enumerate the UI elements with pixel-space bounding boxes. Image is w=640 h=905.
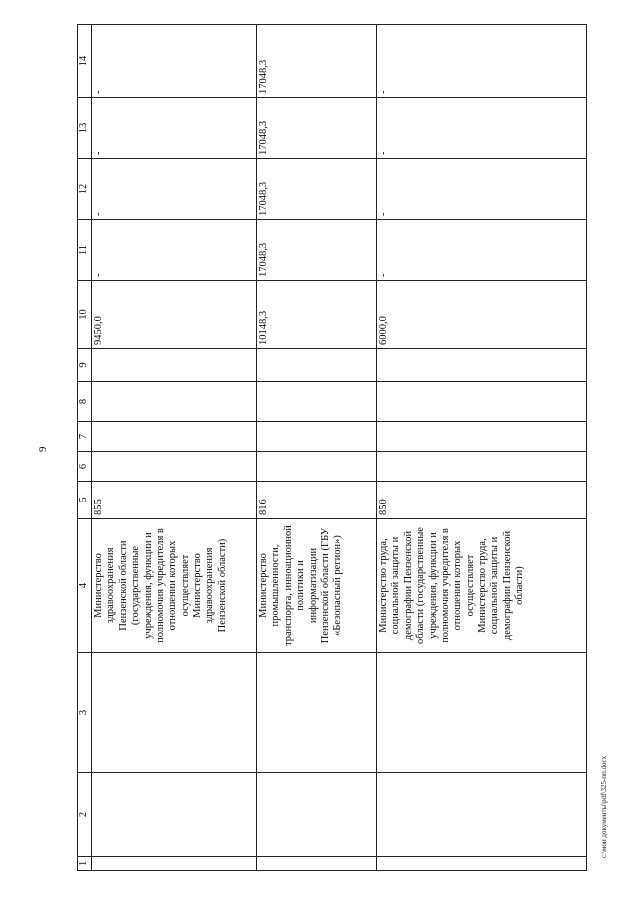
header-cell: 11 bbox=[78, 220, 92, 281]
code-cell: 850 bbox=[377, 482, 587, 519]
cell-col7 bbox=[257, 422, 377, 452]
table-row bbox=[92, 25, 257, 871]
value-cell: - bbox=[92, 25, 257, 98]
cell-col3 bbox=[257, 653, 377, 773]
cell-col8 bbox=[377, 382, 587, 422]
header-cell: 3 bbox=[78, 653, 92, 773]
page-number: 9 bbox=[37, 446, 49, 452]
header-cell: 5 bbox=[78, 482, 92, 519]
value-cell: - bbox=[92, 98, 257, 159]
header-row bbox=[78, 25, 92, 871]
code-cell: 816 bbox=[257, 482, 377, 519]
cell-col9 bbox=[92, 349, 257, 382]
code-cell: 855 bbox=[92, 482, 257, 519]
cell-col1 bbox=[257, 857, 377, 871]
cell-col2 bbox=[92, 773, 257, 857]
value-cell: 17048,3 bbox=[257, 25, 377, 98]
cell-col8 bbox=[92, 382, 257, 422]
value-cell: - bbox=[92, 159, 257, 220]
value-cell: 10148,3 bbox=[257, 281, 377, 349]
cell-col7 bbox=[92, 422, 257, 452]
department-cell: Министерство здравоохранения Пензенской области (государственные учреждения, функции и полномочия учредителя в отношении которых осуществляет Министерство здравоохранения Пензенской области) bbox=[92, 519, 257, 653]
value-cell: - bbox=[377, 98, 587, 159]
header-cell: 6 bbox=[78, 452, 92, 482]
header-cell: 8 bbox=[78, 382, 92, 422]
header-cell: 7 bbox=[78, 422, 92, 452]
cell-col2 bbox=[377, 773, 587, 857]
header-cell: 1 bbox=[78, 857, 92, 871]
value-cell: 17048,3 bbox=[257, 159, 377, 220]
header-cell: 12 bbox=[78, 159, 92, 220]
cell-col3 bbox=[377, 653, 587, 773]
cell-col9 bbox=[257, 349, 377, 382]
footer-file-path: c:\мои документы\pdf\325-пп.docx bbox=[600, 755, 608, 858]
header-cell: 10 bbox=[78, 281, 92, 349]
table-row bbox=[257, 25, 377, 871]
value-cell: 17048,3 bbox=[257, 220, 377, 281]
cell-col1 bbox=[92, 857, 257, 871]
cell-col3 bbox=[92, 653, 257, 773]
cell-col6 bbox=[377, 452, 587, 482]
header-cell: 9 bbox=[78, 349, 92, 382]
value-cell: 17048,3 bbox=[257, 98, 377, 159]
rotated-table-container bbox=[77, 25, 587, 871]
value-cell: - bbox=[377, 159, 587, 220]
department-cell: Министерство промышленности, транспорта, инноационной политики и информатизации Пензенской области (ГБУ «Безопасный регион») bbox=[257, 519, 377, 653]
cell-col6 bbox=[257, 452, 377, 482]
cell-col2 bbox=[257, 773, 377, 857]
department-cell: Министерство труда, социальной защиты и демографии Пензенской области (государственные учреждения, функции и полномочия учредителя в отношении которых осуществляет Министерство труда, социальной защиты и демографии Пензенской области) bbox=[377, 519, 587, 653]
value-cell: - bbox=[92, 220, 257, 281]
value-cell: 6000,0 bbox=[377, 281, 587, 349]
budget-table bbox=[77, 24, 587, 871]
table-row bbox=[377, 25, 587, 871]
value-cell: 9450,0 bbox=[92, 281, 257, 349]
value-cell: - bbox=[377, 25, 587, 98]
header-cell: 4 bbox=[78, 519, 92, 653]
cell-col6 bbox=[92, 452, 257, 482]
cell-col1 bbox=[377, 857, 587, 871]
cell-col7 bbox=[377, 422, 587, 452]
header-cell: 14 bbox=[78, 25, 92, 98]
cell-col9 bbox=[377, 349, 587, 382]
value-cell: - bbox=[377, 220, 587, 281]
cell-col8 bbox=[257, 382, 377, 422]
header-cell: 13 bbox=[78, 98, 92, 159]
header-cell: 2 bbox=[78, 773, 92, 857]
